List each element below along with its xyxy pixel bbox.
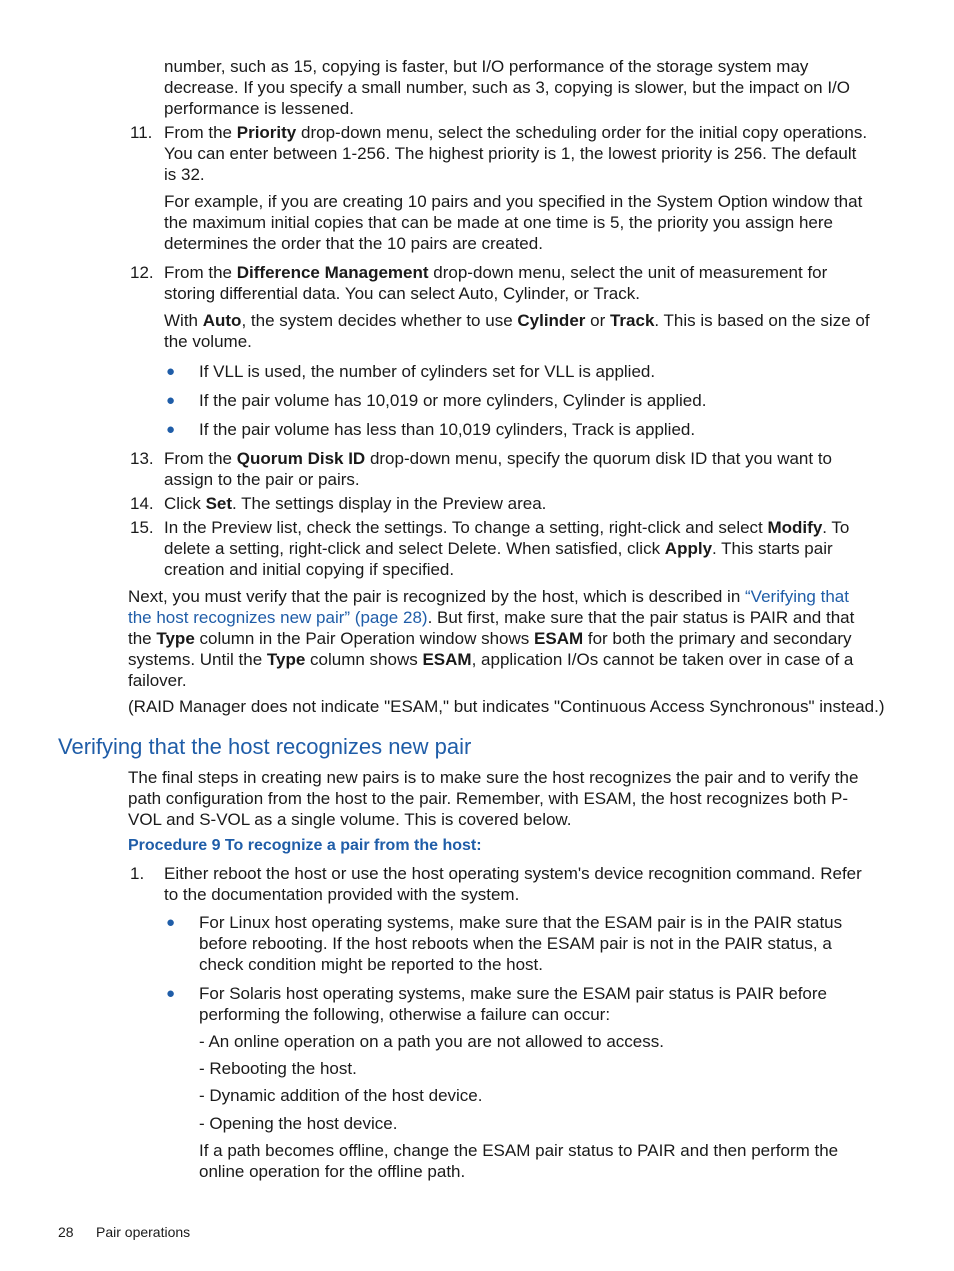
step-14-text: Click Set. The settings display in the Preview area. — [164, 494, 547, 513]
quorum-disk-id-term: Quorum Disk ID — [236, 449, 366, 468]
list-item: If VLL is used, the number of cylinders set for VLL is applied. — [199, 362, 656, 381]
step-13-text: From the Quorum Disk ID drop-down menu, specify the quorum disk ID that you want to assign to the pair or pairs. — [164, 449, 833, 489]
footer-section-name: Pair operations — [96, 1224, 191, 1240]
dash-item: - Opening the host device. — [199, 1114, 398, 1133]
priority-term: Priority — [236, 123, 297, 142]
procedure-step-1-text: Either reboot the host or use the host operating system's device recognition command. Refer to the documentation provided with the system. — [164, 864, 862, 904]
step-12-number: 12. — [130, 263, 154, 282]
bullet-icon: ● — [166, 363, 176, 380]
section-intro: The final steps in creating new pairs is to make sure the host recognizes the pair and to verify the path configuration from the host to the pair. Remember, with ESAM, the host recognizes both P-VOL and S-VOL as a single volume. This is covered below. — [128, 768, 859, 829]
step-14-number: 14. — [130, 494, 154, 513]
continuation-paragraph — [164, 56, 870, 119]
section-heading: Verifying that the host recognizes new pair — [58, 734, 472, 759]
procedure-title: Procedure 9 To recognize a pair from the host: — [128, 837, 482, 854]
continuation-text: number, such as 15, copying is faster, but I/O performance of the storage system may decrease. If you specify a small number, such as 3, copying is slower, but the impact on I/O performance is lessened. — [164, 57, 851, 118]
dash-item: - Rebooting the host. — [199, 1059, 357, 1078]
cross-reference-link[interactable]: “Verifying that the host recognizes new pair” (page 28) — [128, 587, 849, 627]
solaris-bullet: For Solaris host operating systems, make sure the ESAM pair status is PAIR before performing the following, otherwise a failure can occur: — [199, 984, 827, 1024]
dash-item: - Dynamic addition of the host device. — [199, 1086, 483, 1105]
step-15-text: In the Preview list, check the settings. To change a setting, right-click and select Modify. To delete a setting, right-click and select Delete. When satisfied, click Apply. This starts pair creation and initial copying if specified. — [164, 518, 850, 579]
dash-item: - An online operation on a path you are not allowed to access. — [199, 1032, 664, 1051]
step-15-number: 15. — [130, 518, 154, 537]
procedure-step-1-number: 1. — [130, 864, 145, 883]
step-12-auto-paragraph: With Auto, the system decides whether to use Cylinder or Track. This is based on the size of the volume. — [164, 311, 870, 351]
linux-bullet: For Linux host operating systems, make sure that the ESAM pair is in the PAIR status before rebooting. If the host reboots when the ESAM pair is not in the PAIR status, a check condition might be reported to the host. — [199, 913, 843, 974]
bullet-icon: ● — [166, 392, 176, 409]
step-12-text: From the Difference Management drop-down menu, select the unit of measurement for storing differential data. You can select Auto, Cylinder, or Track. — [164, 263, 828, 303]
page-number: 28 — [58, 1224, 74, 1240]
offline-path-note: If a path becomes offline, change the ESAM pair status to PAIR and then perform the online operation for the offline path. — [199, 1141, 839, 1181]
next-steps-paragraph: Next, you must verify that the pair is recognized by the host, which is described in “Verifying that the host recognizes new pair” (page 28). But first, make sure that the pair status is PAIR and that the Type column in the Pair Operation window shows ESAM for both the primary and secondary systems. Until the Type column shows ESAM, application I/Os cannot be taken over in case of a failover. — [128, 587, 855, 690]
bullet-icon: ● — [166, 421, 176, 438]
step-11-example: For example, if you are creating 10 pairs and you specified in the System Option window that the maximum initial copies that can be made at one time is 5, the priority you assign here determines the order that the 10 pairs are created. — [164, 192, 863, 253]
list-item: If the pair volume has less than 10,019 cylinders, Track is applied. — [199, 420, 696, 439]
bullet-icon: ● — [166, 914, 176, 931]
raid-manager-note: (RAID Manager does not indicate "ESAM," but indicates "Continuous Access Synchronous" instead.) — [128, 697, 885, 716]
step-13-number: 13. — [130, 449, 154, 468]
bullet-icon: ● — [166, 985, 176, 1002]
difference-management-term: Difference Management — [236, 263, 429, 282]
step-11-text: From the Priority drop-down menu, select the scheduling order for the initial copy operations. You can enter between 1-256. The highest priority is 1, the lowest priority is 256. The default is 32. — [164, 123, 868, 184]
list-item: If the pair volume has 10,019 or more cylinders, Cylinder is applied. — [199, 391, 707, 410]
step-11-number: 11. — [130, 123, 153, 142]
